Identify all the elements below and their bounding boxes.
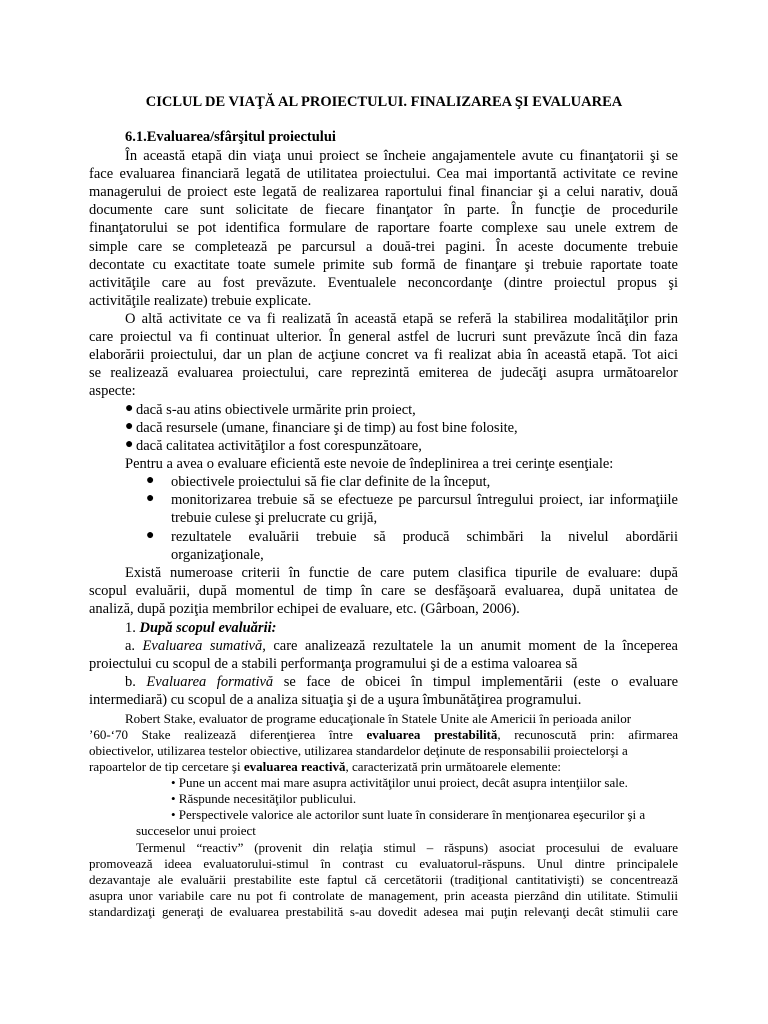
text-run: , caracterizată prin următoarele elemente: xyxy=(345,759,561,774)
paragraph-line xyxy=(125,637,678,655)
bullet-icon: ● xyxy=(146,528,155,543)
paragraph-line: Există numeroase criterii în functie de care putem clasifica tipurile de evaluare: după xyxy=(125,565,678,581)
item-prefix: a. xyxy=(125,638,136,654)
paragraph-line: documente care sunt solicitate de fiecare finanţator în parte. În funcţie de procedurile xyxy=(89,202,678,218)
text-run: se face de obicei în timpul implementării (este o evaluare xyxy=(283,674,679,690)
list-item: dacă resursele (umane, financiare şi de timp) au fost bine folosite, xyxy=(136,420,518,436)
page-title: CICLUL DE VIAŢĂ AL PROIECTULUI. FINALIZAREA ŞI EVALUAREA xyxy=(145,94,623,110)
paragraph-line: managerului de proiect este legată de realizarea raportului final financiar şi a celui narativ, două xyxy=(89,184,678,200)
paragraph-line: aspecte: xyxy=(89,383,136,399)
bullet-icon: ● xyxy=(125,401,134,416)
list-item: trebuie culese şi prelucrate cu grijă, xyxy=(171,510,378,526)
paragraph-line: simple care se completează pe parcursul a două-trei pagini. În aceste documente trebuie xyxy=(89,239,678,255)
text-run: rapoartelor de tip cercetare şi xyxy=(89,759,241,774)
bullet-icon: ● xyxy=(125,437,134,452)
list-item: • Pune un accent mai mare asupra activităţilor unui proiect, decât asupra intenţiilor sale. xyxy=(171,775,628,790)
list-item: • Răspunde necesităţilor publicului. xyxy=(171,791,357,806)
text-run: , care analizează rezultatele la un anumit moment de la începerea xyxy=(262,638,678,654)
paragraph-line: dezavantaje ale evaluării prestabilite este faptul că cercetătorii (tradiţional cantitativişti) se concentrează xyxy=(89,872,678,887)
bullet-icon: ● xyxy=(146,473,155,488)
list-item: • Perspectivele valorice ale actorilor sunt luate în considerare în menţionarea eşecurilor şi a xyxy=(171,807,646,822)
paragraph-line: intermediară) cu scopul de a analiza situaţia şi de a uşura îmbunătăţirea programului. xyxy=(89,692,582,708)
list-item: succeselor unui proiect xyxy=(136,823,256,838)
section-heading: 6.1.Evaluarea/sfârşitul proiectului xyxy=(125,129,336,145)
list-item: obiectivele proiectului să fie clar definite de la început, xyxy=(171,474,491,490)
paragraph-line xyxy=(89,759,678,775)
text-run: , recunoscută prin: afirmarea xyxy=(497,727,678,742)
list-item: monitorizarea trebuie să se efectueze pe parcursul întregului proiect, iar informaţiile xyxy=(171,492,678,508)
paragraph-line: face evaluarea financiară legată de utilitatea proiectului. Cea mai importantă activitate ce revine xyxy=(89,166,678,182)
paragraph-line: elaborării proiectului, dar un plan de acţiune concret va fi realizat abia în această etapă. Tot aici xyxy=(89,347,678,363)
paragraph-line: promovează ideea evaluatorului-stimul în contrast cu evaluatorul-răspuns. Unul dintre principalele xyxy=(89,856,678,871)
text-run: ’60-‘70 Stake realizează diferenţierea între xyxy=(89,727,353,742)
list-item: dacă s-au atins obiectivele urmărite prin proiect, xyxy=(136,402,416,418)
paragraph-line: activităţile realizate) trebuie explicate. xyxy=(89,293,312,309)
paragraph-line: scopul evaluării, după momentul de timp în care se desfăşoară evaluarea, după unitatea de xyxy=(89,583,678,599)
item-prefix: b. xyxy=(125,674,136,690)
bullet-icon: ● xyxy=(146,491,155,506)
paragraph-line xyxy=(89,727,678,743)
paragraph-line: decontate cu exactitate toate sumele primite sub formă de finanţare şi trebuie raportate toate xyxy=(89,257,678,273)
term: evaluarea prestabilită xyxy=(366,727,498,742)
criterion-label: După scopul evaluării: xyxy=(139,620,277,636)
criterion-heading xyxy=(125,619,714,637)
criterion-number: 1. xyxy=(125,620,136,636)
paragraph-line: În această etapă din viaţa unui proiect se încheie angajamentele avute cu finanţatorii şi se xyxy=(125,148,678,164)
paragraph-line: proiectului cu scopul de a stabili performanţa programului şi de a estima valoarea să xyxy=(89,656,578,672)
paragraph-line: care proiectul va fi continuat ulterior. În general astfel de lucruri sunt prevăzute încă din faza xyxy=(89,329,678,345)
paragraph-line: obiectivelor, utilizarea testelor obiective, utilizarea standardelor deţinute de responsabilii proiectelorşi a xyxy=(89,743,628,758)
list-item: rezultatele evaluării trebuie să producă schimbări la nivelul abordării xyxy=(171,529,678,545)
list-item: dacă calitatea activităţilor a fost corespunzătoare, xyxy=(136,438,422,454)
list-item: organizaţionale, xyxy=(171,547,264,563)
paragraph-line: Termenul “reactiv” (provenit din relaţia stimul – răspuns) asociat procesului de evaluare xyxy=(136,840,678,855)
paragraph-line: standardizaţi generaţi de evaluarea prestabilită s-au dovedit adesea mai puţin relevanţi decât stimulii care xyxy=(89,904,678,919)
paragraph-line: analiză, după poziţia membrilor echipei de evaluare, etc. (Gârboan, 2006). xyxy=(89,601,520,617)
bullet-icon: ● xyxy=(125,419,134,434)
paragraph-line: finanţatorului se pot identifica formulare de raportare foarte complexe sau unele extrem de xyxy=(89,220,678,236)
requirements-intro: Pentru a avea o evaluare eficientă este nevoie de îndeplinirea a trei cerinţe esenţiale: xyxy=(125,456,614,472)
term: Evaluarea sumativă xyxy=(142,638,263,654)
paragraph-line xyxy=(125,673,678,691)
paragraph-line: se realizează evaluarea proiectului, care reprezintă emiterea de judecăţi asupra următoarelor xyxy=(89,365,678,381)
paragraph-line: O altă activitate ce va fi realizată în această etapă se referă la stabilirea modalităţilor prin xyxy=(125,311,678,327)
paragraph-line: asupra unor variabile care nu pot fi controlate de management, prin aceasta pierzând din utilitate. Stimulii xyxy=(89,888,678,903)
term: evaluarea reactivă xyxy=(243,759,346,774)
paragraph-line: Robert Stake, evaluator de programe educaţionale în Statele Unite ale Americii în perioada anilor xyxy=(125,711,632,726)
paragraph-line: activităţile care au fost prevăzute. Eventualele neconcordanţe (dintre proiectul propus şi xyxy=(89,275,678,291)
term: Evaluarea formativă xyxy=(146,674,274,690)
